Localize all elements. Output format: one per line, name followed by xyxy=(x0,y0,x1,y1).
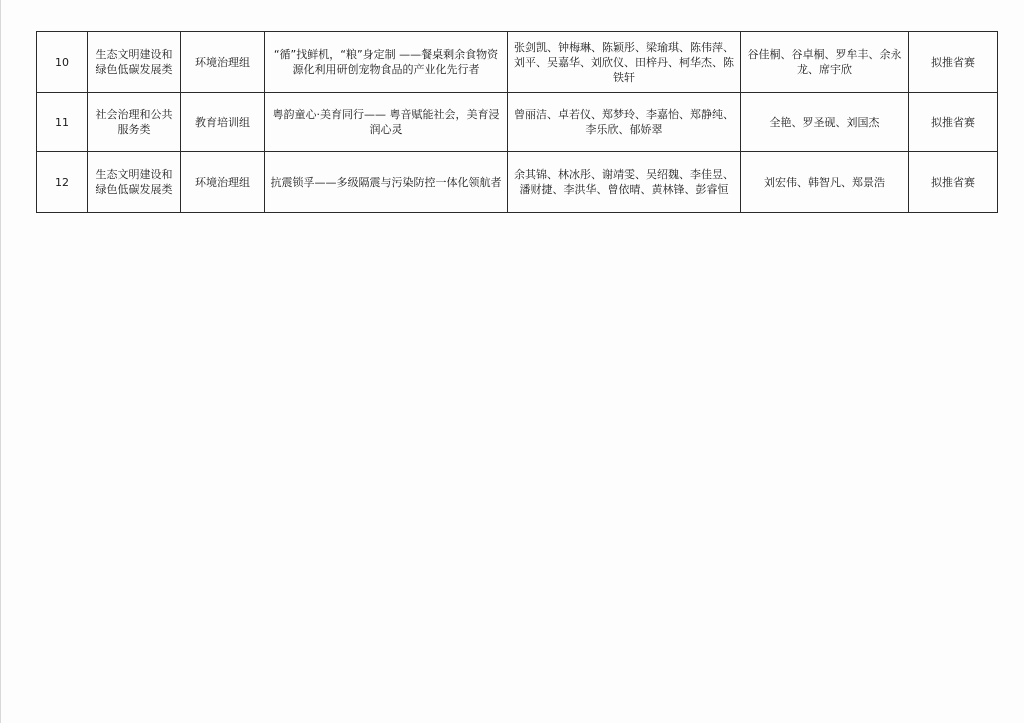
advisors-cell: 刘宏伟、韩智凡、郑景浩 xyxy=(741,152,909,213)
members-cell: 张剑凯、钟梅琳、陈颖彤、梁瑜琪、陈伟萍、刘平、吴嘉华、刘欣仪、田梓丹、柯华杰、陈铁轩 xyxy=(508,32,741,93)
group-cell: 环境治理组 xyxy=(181,152,265,213)
advisors-cell: 全艳、罗圣砚、刘国杰 xyxy=(741,93,909,152)
row-number: 12 xyxy=(37,152,88,213)
project-cell: 抗震锁孚——多级隔震与污染防控一体化领航者 xyxy=(265,152,508,213)
category-cell: 生态文明建设和绿色低碳发展类 xyxy=(88,32,181,93)
row-number: 10 xyxy=(37,32,88,93)
results-table xyxy=(36,31,998,213)
result-cell: 拟推省赛 xyxy=(909,32,998,93)
row-number: 11 xyxy=(37,93,88,152)
page-edge xyxy=(0,0,1,723)
table-row xyxy=(37,152,998,213)
project-cell: 粤韵童心·美育同行—— 粤音赋能社会，美育浸润心灵 xyxy=(265,93,508,152)
category-cell: 生态文明建设和绿色低碳发展类 xyxy=(88,152,181,213)
result-cell: 拟推省赛 xyxy=(909,93,998,152)
advisors-cell: 谷佳桐、谷卓桐、罗牟丰、余永龙、席宇欣 xyxy=(741,32,909,93)
members-cell: 余其锦、林冰彤、谢靖雯、吴绍魏、李佳昱、潘财捷、李洪华、曾依晴、黄林锋、彭睿恒 xyxy=(508,152,741,213)
category-cell: 社会治理和公共服务类 xyxy=(88,93,181,152)
project-cell: “循”找鲜机，“粮”身定制 ——餐桌剩余食物资源化利用研创宠物食品的产业化先行者 xyxy=(265,32,508,93)
result-cell: 拟推省赛 xyxy=(909,152,998,213)
table-row xyxy=(37,32,998,93)
members-cell: 曾丽洁、卓若仪、郑梦玲、李嘉怡、郑静纯、李乐欣、郁娇翠 xyxy=(508,93,741,152)
table-row xyxy=(37,93,998,152)
group-cell: 环境治理组 xyxy=(181,32,265,93)
group-cell: 教育培训组 xyxy=(181,93,265,152)
